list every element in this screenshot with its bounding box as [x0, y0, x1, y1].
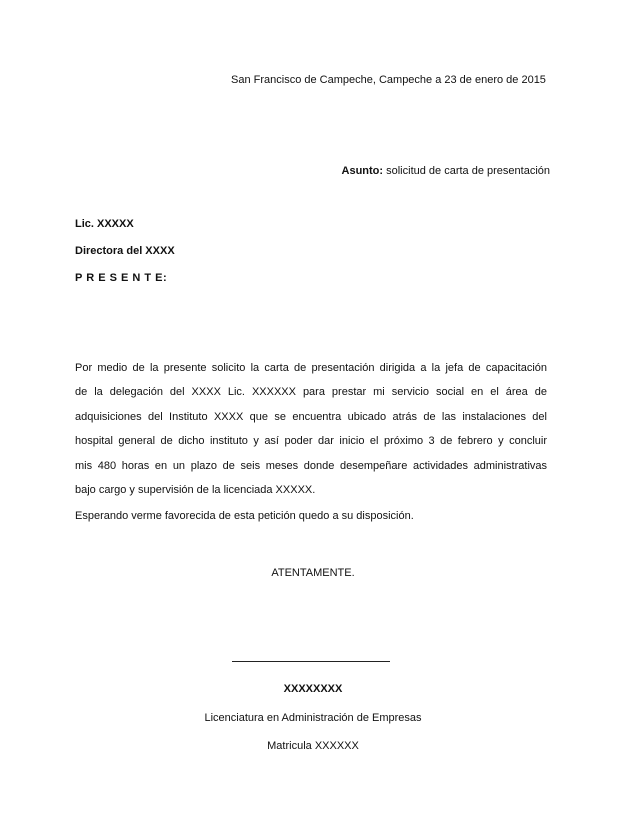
- subject-label: Asunto:: [341, 165, 384, 177]
- body-paragraph: [75, 356, 547, 502]
- body-line: adquisiciones del Instituto XXXX que se encuentra ubicado atrás de las instalaciones del: [75, 410, 547, 423]
- closing-line: Esperando verme favorecida de esta petición quedo a su disposición.: [75, 510, 414, 522]
- signer-name: XXXXXXXX: [283, 683, 343, 695]
- signer-degree: Licenciatura en Administración de Empresas: [204, 712, 422, 724]
- recipient-title: Directora del XXXX: [75, 245, 175, 257]
- body-line: Por medio de la presente solicito la carta de presentación dirigida a la jefa de capacitación: [75, 362, 547, 374]
- signature-line: [232, 661, 390, 662]
- recipient-name: Lic. XXXXX: [75, 218, 134, 230]
- subject-text: solicitud de carta de presentación: [383, 165, 550, 177]
- body-line: mis 480 horas en un plazo de seis meses donde desempeñare actividades administrativas: [75, 459, 547, 472]
- date-line: San Francisco de Campeche, Campeche a 23 de enero de 2015: [231, 74, 546, 86]
- greeting: P R E S E N T E:: [75, 272, 168, 284]
- body-line: bajo cargo y supervisión de la licenciada XXXXX.: [75, 483, 316, 496]
- body-line: hospital general de dicho instituto y así poder dar inicio el próximo 3 de febrero y concluir: [75, 435, 547, 448]
- subject-line: [342, 165, 550, 177]
- farewell: ATENTAMENTE.: [271, 567, 355, 579]
- body-line: de la delegación del XXXX Lic. XXXXXX para prestar mi servicio social en el área de: [75, 386, 547, 399]
- signer-id: Matricula XXXXXX: [267, 740, 359, 752]
